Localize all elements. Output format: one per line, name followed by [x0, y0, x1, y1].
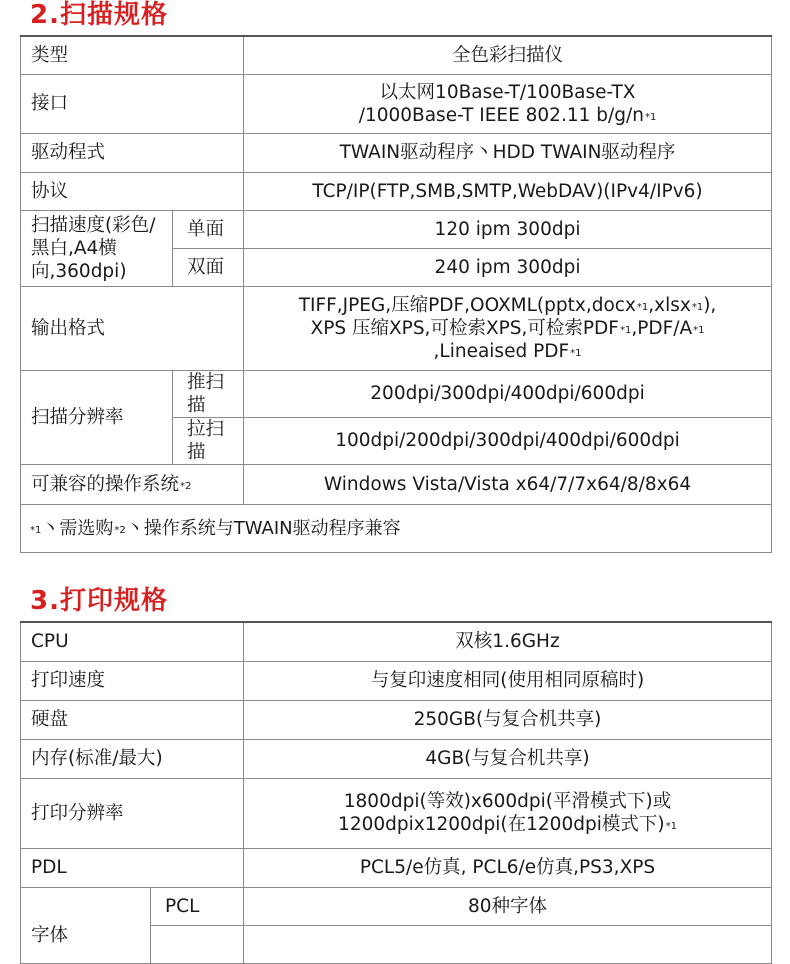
print-resolution-label: 打印分辨率	[21, 778, 244, 848]
table-row	[21, 210, 772, 248]
cpu-label: CPU	[21, 622, 244, 661]
res-push-value: 200dpi/300dpi/400dpi/600dpi	[244, 370, 772, 417]
print-spec-heading: 3.打印规格	[30, 586, 168, 616]
table-row	[21, 370, 772, 417]
protocol-value: TCP/IP(FTP,SMB,SMTP,WebDAV)(IPv4/IPv6)	[244, 172, 772, 210]
footnote-mark: *1	[30, 524, 42, 536]
print-speed-label: 打印速度	[21, 661, 244, 700]
res-pull-value: 100dpi/200dpi/300dpi/400dpi/600dpi	[244, 417, 772, 464]
speed-duplex-label: 双面	[173, 248, 244, 286]
footnote-mark: *1	[636, 301, 649, 313]
res-line1: 1800dpi(等效)x600dpi(平滑模式下)或	[343, 791, 672, 812]
speed-single-value: 120 ipm 300dpi	[244, 210, 772, 248]
disk-label: 硬盘	[21, 700, 244, 739]
table-row	[21, 848, 772, 887]
output-format-value	[244, 286, 772, 370]
table-row	[21, 133, 772, 172]
footnote-mark: *2	[180, 480, 192, 492]
format-text: TIFF,JPEG,压缩PDF,OOXML(pptx,docx	[298, 294, 636, 316]
memory-value: 4GB(与复合机共享)	[244, 739, 772, 778]
table-row	[21, 172, 772, 210]
interface-value	[244, 74, 772, 133]
speed-single-label: 单面	[173, 210, 244, 248]
font-sub-value	[244, 925, 772, 963]
font-pcl-value: 80种字体	[244, 887, 772, 925]
res-push-label: 推扫描	[173, 370, 244, 417]
footnote-row	[21, 504, 772, 552]
font-pcl-label: PCL	[151, 887, 244, 925]
footnote-mark: *1	[644, 111, 657, 123]
table-row	[21, 700, 772, 739]
format-text: ),	[703, 294, 717, 316]
format-text: ,PDF/A	[631, 317, 693, 339]
interface-label: 接口	[21, 74, 244, 133]
format-text: XPS 压缩XPS,可检索XPS,可检索PDF	[310, 317, 619, 339]
table-row	[21, 778, 772, 848]
output-format-label: 输出格式	[21, 286, 244, 370]
cpu-value: 双核1.6GHz	[244, 622, 772, 661]
font-sub-label	[151, 925, 244, 963]
type-value: 全色彩扫描仪	[244, 36, 772, 74]
footnote-text	[21, 504, 772, 552]
table-row	[21, 887, 772, 925]
format-text: ,Lineaised PDF	[433, 340, 570, 362]
scan-spec-heading: 2.扫描规格	[30, 0, 168, 30]
scan-speed-label: 扫描速度(彩色/黑白,A4横向,360dpi)	[21, 210, 173, 286]
footnote-mark: *1	[570, 347, 582, 359]
print-speed-value: 与复印速度相同(使用相同原稿时)	[244, 661, 772, 700]
footnote-mark: *2	[114, 524, 126, 536]
os-value: Windows Vista/Vista x64/7/7x64/8/8x64	[244, 464, 772, 504]
disk-value: 250GB(与复合机共享)	[244, 700, 772, 739]
footnote-mark: *1	[619, 324, 632, 336]
table-row	[21, 36, 772, 74]
res-line2: 1200dpix1200dpi(在1200dpi模式下)	[338, 814, 665, 835]
print-spec-table	[20, 621, 772, 964]
speed-duplex-value: 240 ipm 300dpi	[244, 248, 772, 286]
scan-spec-table	[20, 35, 772, 553]
table-row	[21, 661, 772, 700]
pdl-value: PCL5/e仿真, PCL6/e仿真,PS3,XPS	[244, 848, 772, 887]
font-label: 字体	[21, 887, 151, 963]
format-text: ,xlsx	[648, 294, 691, 316]
footnote-part: 丶操作系统与TWAIN驱动程序兼容	[125, 517, 401, 539]
footnote-part: 丶需选购	[41, 517, 114, 539]
interface-line2: /1000Base-T IEEE 802.11 b/g/n	[358, 104, 644, 126]
table-row	[21, 622, 772, 661]
footnote-mark: *1	[693, 324, 705, 336]
print-resolution-value	[244, 778, 772, 848]
table-row	[21, 74, 772, 133]
type-label: 类型	[21, 36, 244, 74]
res-pull-label: 拉扫描	[173, 417, 244, 464]
table-row	[21, 739, 772, 778]
protocol-label: 协议	[21, 172, 244, 210]
driver-value: TWAIN驱动程序丶HDD TWAIN驱动程序	[244, 133, 772, 172]
footnote-mark: *1	[665, 821, 677, 832]
interface-line1: 以太网10Base-T/100Base-TX	[379, 81, 636, 103]
scan-resolution-label: 扫描分辨率	[21, 370, 173, 464]
memory-label: 内存(标准/最大)	[21, 739, 244, 778]
table-row	[21, 286, 772, 370]
os-label	[21, 464, 244, 504]
table-row	[21, 464, 772, 504]
footnote-mark: *1	[691, 301, 704, 313]
pdl-label: PDL	[21, 848, 244, 887]
driver-label: 驱动程式	[21, 133, 244, 172]
os-label-text: 可兼容的操作系统	[31, 473, 180, 495]
